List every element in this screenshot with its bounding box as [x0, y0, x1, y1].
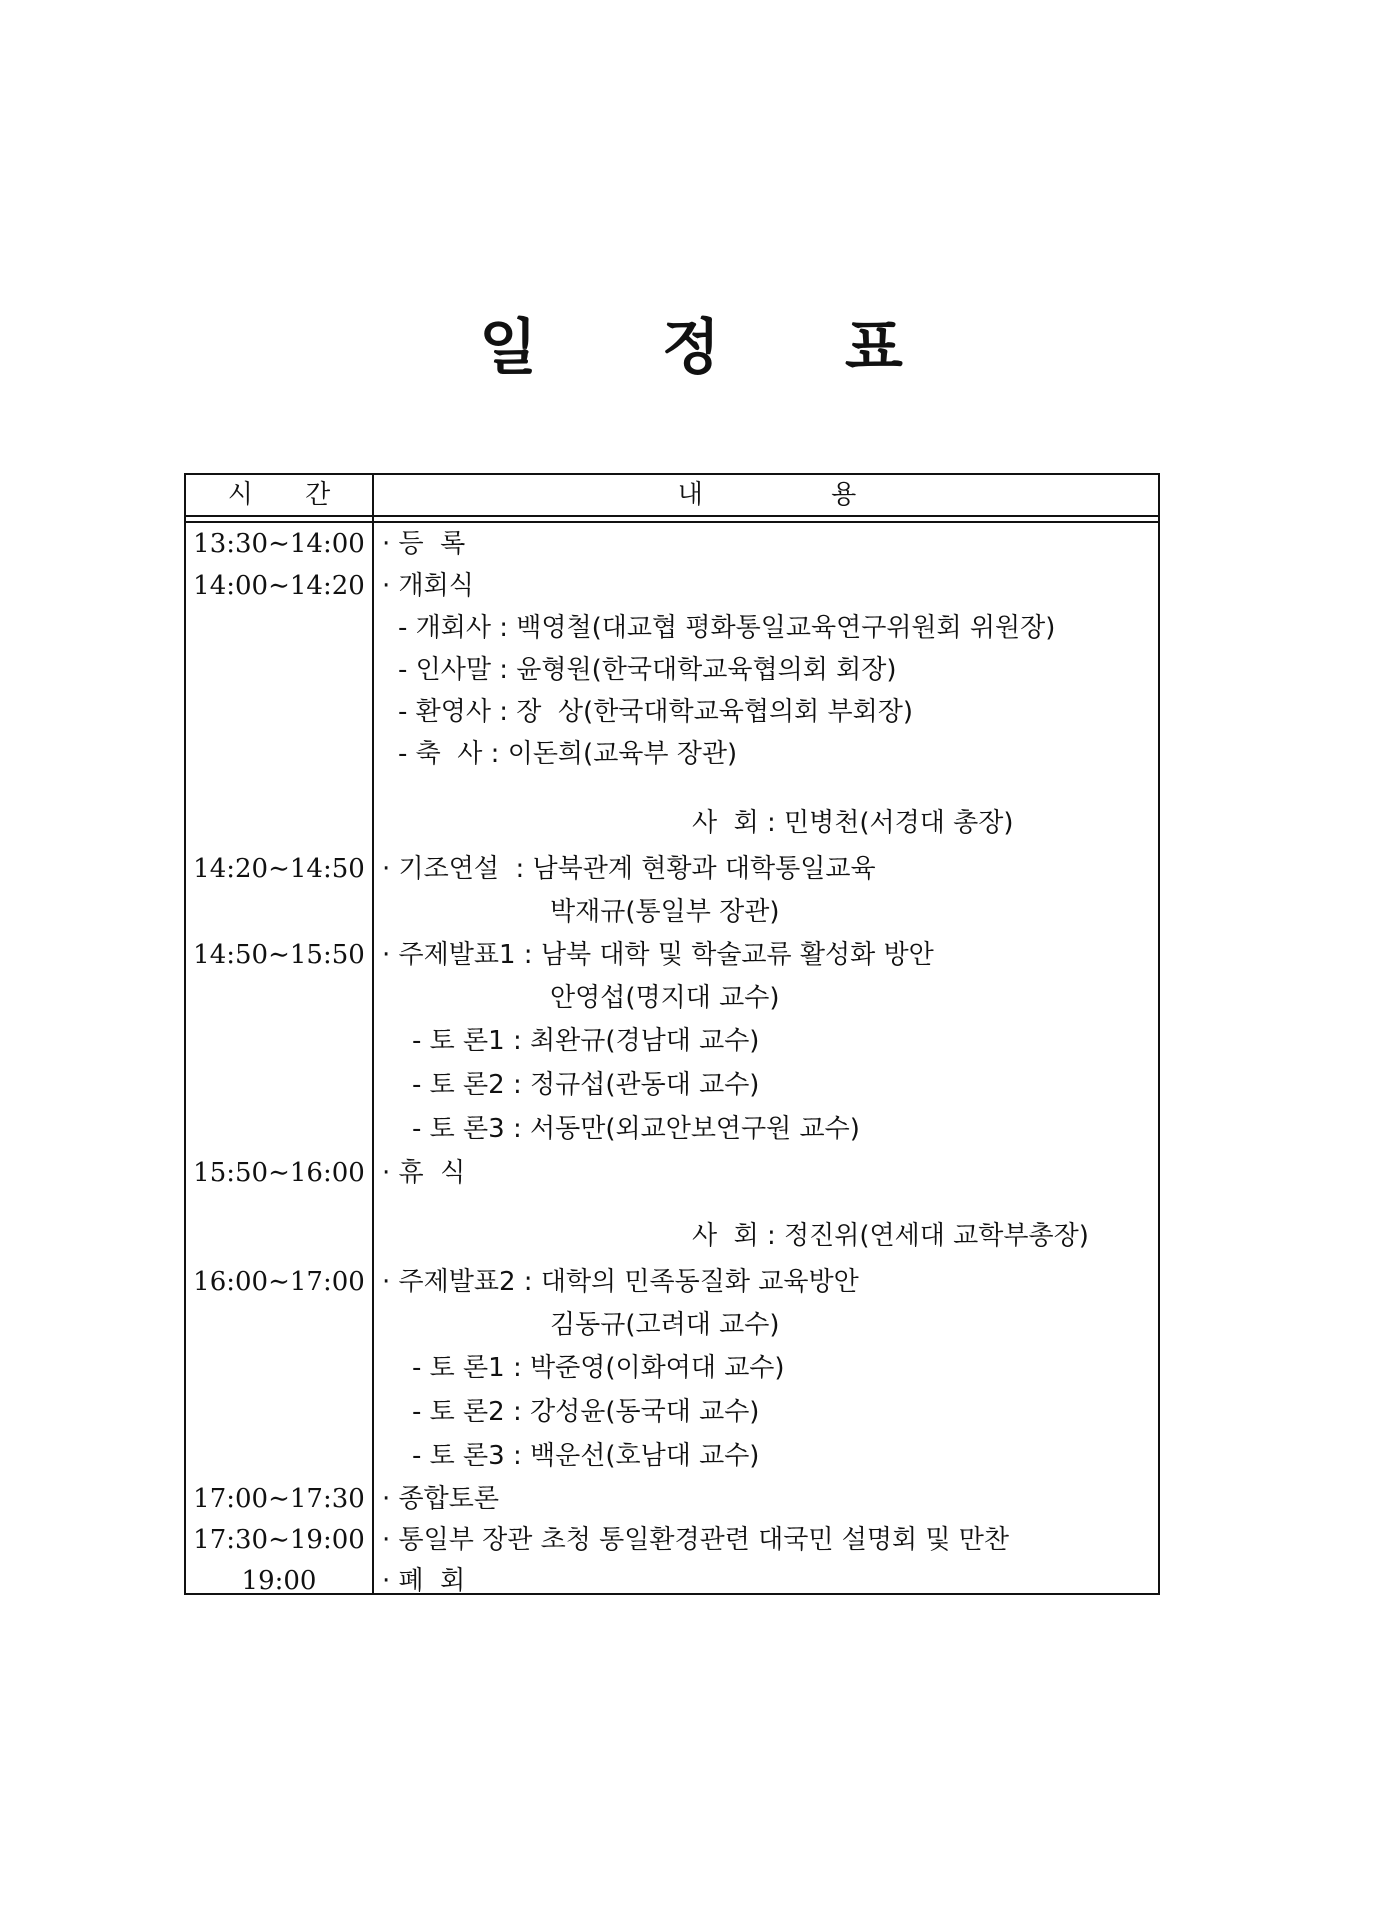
row-content: - 토 론3 : 백운선(호남대 교수): [412, 1441, 760, 1471]
table-row: [186, 1261, 1158, 1303]
table-row: [186, 1478, 1158, 1520]
table-row: [186, 1347, 1158, 1389]
row-time: 16:00∼17:00: [193, 1267, 365, 1297]
row-content: - 토 론2 : 정규섭(관동대 교수): [412, 1070, 760, 1100]
row-content: · 통일부 장관 초청 통일환경관련 대국민 설명회 및 만찬: [382, 1525, 1009, 1555]
table-row: [186, 1108, 1158, 1150]
table-row: [186, 607, 1158, 649]
schedule-table: [184, 473, 1160, 1595]
row-time: 14:50∼15:50: [193, 940, 365, 970]
row-time: 14:00∼14:20: [193, 571, 365, 601]
table-row: [186, 691, 1158, 733]
table-row: [186, 891, 1158, 933]
table-row: [186, 1304, 1158, 1346]
table-row: [186, 1215, 1158, 1257]
header-rule: [186, 515, 1158, 517]
row-time: 14:20∼14:50: [193, 854, 365, 884]
row-content: · 개회식: [382, 571, 474, 601]
row-time: 17:00∼17:30: [193, 1484, 365, 1514]
row-content: - 토 론1 : 최완규(경남대 교수): [412, 1026, 760, 1056]
table-row: [186, 649, 1158, 691]
row-content: - 토 론2 : 강성윤(동국대 교수): [412, 1397, 760, 1427]
table-row: [186, 977, 1158, 1019]
row-content: · 폐 회: [382, 1566, 466, 1596]
row-content: · 등 록: [382, 529, 466, 559]
table-row: [186, 848, 1158, 890]
table-row: [186, 733, 1158, 775]
table-row: [186, 802, 1158, 844]
row-content: · 주제발표1 : 남북 대학 및 학술교류 활성화 방안: [382, 940, 934, 970]
table-row: [186, 1519, 1158, 1561]
row-content: - 토 론3 : 서동만(외교안보연구원 교수): [412, 1114, 860, 1144]
table-row: [186, 1020, 1158, 1062]
row-time: 15:50∼16:00: [193, 1158, 365, 1188]
row-content: - 토 론1 : 박준영(이화여대 교수): [412, 1353, 785, 1383]
row-content: · 기조연설 : 남북관계 현황과 대학통일교육: [382, 854, 876, 884]
table-row: [186, 1391, 1158, 1433]
row-content: 안영섭(명지대 교수): [550, 983, 780, 1013]
row-content: - 인사말 : 윤형원(한국대학교육협의회 회장): [398, 655, 897, 685]
row-time: 13:30∼14:00: [193, 529, 365, 559]
row-content: 김동규(고려대 교수): [550, 1310, 780, 1340]
table-row: [186, 1560, 1158, 1602]
row-time: 19:00: [241, 1566, 317, 1596]
row-content: 사 회 : 민병천(서경대 총장): [692, 808, 1014, 838]
header-content: 내 용: [677, 480, 917, 510]
row-content: - 개회사 : 백영철(대교협 평화통일교육연구위원회 위원장): [398, 613, 1056, 643]
header-time: 시 간: [227, 480, 353, 510]
table-row: [186, 934, 1158, 976]
row-content: 박재규(통일부 장관): [550, 897, 780, 927]
table-row: [186, 523, 1158, 565]
row-content: · 주제발표2 : 대학의 민족동질화 교육방안: [382, 1267, 859, 1297]
row-content: 사 회 : 정진위(연세대 교학부총장): [692, 1221, 1089, 1251]
row-time: 17:30∼19:00: [193, 1525, 365, 1555]
row-content: - 축 사 : 이돈희(교육부 장관): [398, 739, 738, 769]
row-content: · 휴 식: [382, 1158, 466, 1188]
row-content: - 환영사 : 장 상(한국대학교육협의회 부회장): [398, 697, 913, 727]
row-content: · 종합토론: [382, 1484, 499, 1514]
table-row: [186, 1064, 1158, 1106]
page-title: 일 정 표: [479, 313, 955, 383]
table-row: [186, 1152, 1158, 1194]
table-row: [186, 565, 1158, 607]
table-row: [186, 1435, 1158, 1477]
